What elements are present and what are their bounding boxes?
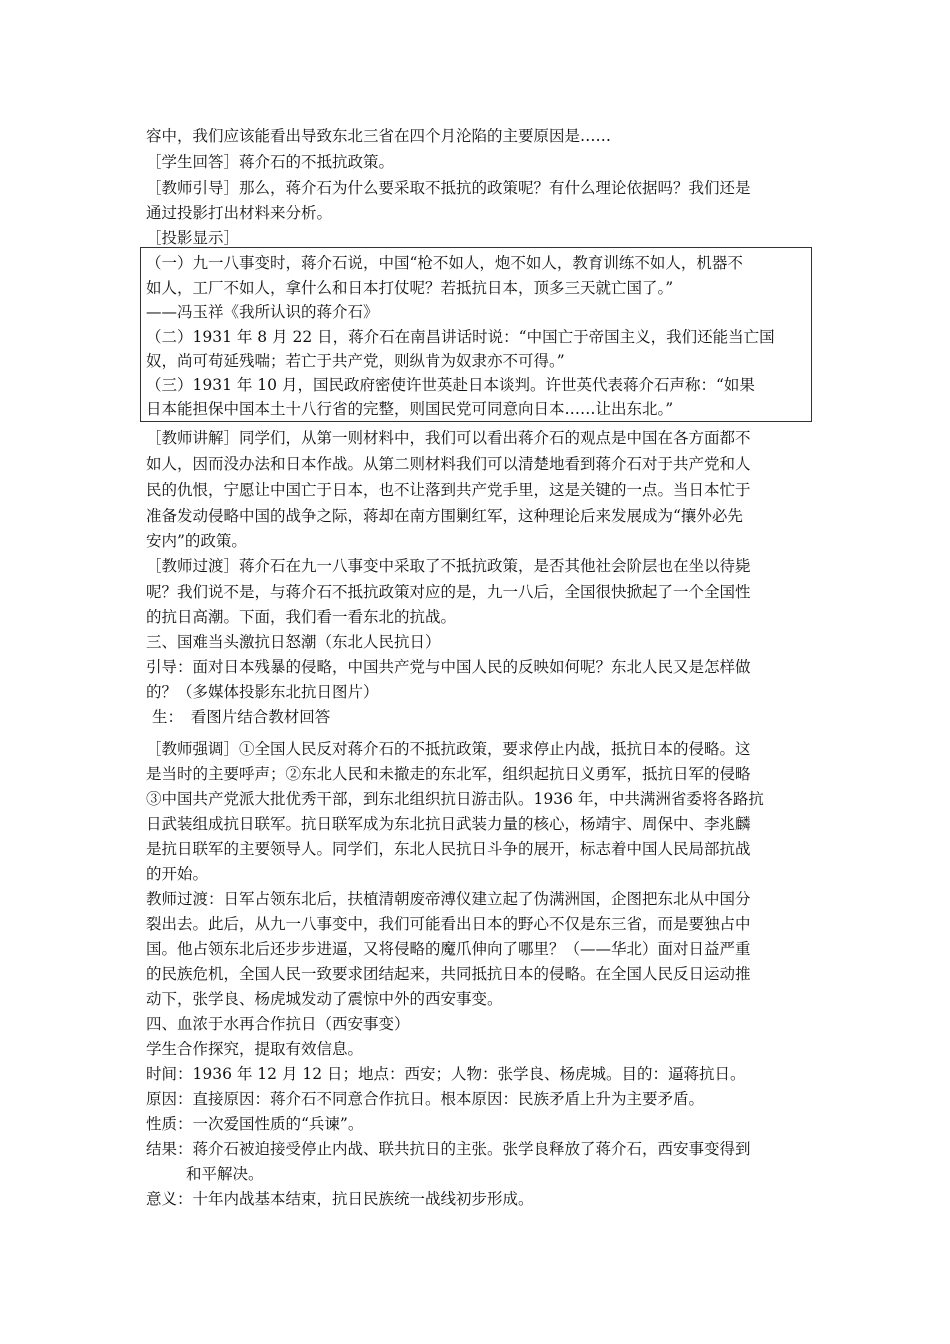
teacher-transition: ［教师过渡］蒋介石在九一八事变中采取了不抵抗政策，是否其他社会阶层也在坐以待毙 xyxy=(146,557,751,575)
text-line: 动下，张学良、杨虎城发动了震惊中外的西安事变。 xyxy=(146,990,503,1008)
teacher-guidance: ［教师引导］那么，蒋介石为什么要采取不抵抗的政策呢？有什么理论依据吗？我们还是 xyxy=(146,179,751,197)
text-line: 通过投影打出材料来分析。 xyxy=(146,204,333,222)
student-line: 生： 看图片结合教材回答 xyxy=(152,708,331,726)
quote-3-line: 日本能担保中国本土十八行省的完整，则国民党可同意向日本……让出东北。” xyxy=(146,400,674,418)
info-cause: 原因：直接原因：蒋介石不同意合作抗日。根本原因：民族矛盾上升为主要矛盾。 xyxy=(146,1090,705,1108)
info-result: 结果：蒋介石被迫接受停止内战、联共抗日的主张。张学良释放了蒋介石，西安事变得到 xyxy=(146,1140,751,1158)
projection-heading: ［投影显示］ xyxy=(146,229,240,247)
text-line: 的抗日高潮。下面，我们看一看东北的抗战。 xyxy=(146,608,457,626)
teacher-explanation: ［教师讲解］同学们，从第一则材料中，我们可以看出蒋介石的观点是中国在各方面都不 xyxy=(146,429,751,447)
text-line: 裂出去。此后，从九一八事变中，我们可能看出日本的野心不仅是东三省，而是要独占中 xyxy=(146,915,751,933)
section-heading-3: 三、国难当头激抗日怒潮（东北人民抗日） xyxy=(146,633,441,651)
quote-2-line: （二）1931 年 8 月 22 日，蒋介石在南昌讲话时说：“中国亡于帝国主义，我们还能当亡国 xyxy=(146,328,775,346)
quote-3-line: （三）1931 年 10 月，国民政府密使许世英赴日本谈判。许世英代表蒋介石声称：“如果 xyxy=(146,376,755,394)
info-significance: 意义：十年内战基本结束，抗日民族统一战线初步形成。 xyxy=(146,1190,534,1208)
text-line: 容中，我们应该能看出导致东北三省在四个月沦陷的主要原因是…… xyxy=(146,127,612,145)
quote-1-line: （一）九一八事变时，蒋介石说，中国“枪不如人，炮不如人，教育训练不如人，机器不 xyxy=(146,254,743,272)
text-line: 的民族危机，全国人民一致要求团结起来，共同抵抗日本的侵略。在全国人民反日运动推 xyxy=(146,965,751,983)
quote-1-line: 如人，工厂不如人，拿什么和日本打仗呢？若抵抗日本，顶多三天就亡国了。” xyxy=(146,279,674,297)
text-line: 呢？我们说不是，与蒋介石不抵抗政策对应的是，九一八后，全国很快掀起了一个全国性 xyxy=(146,583,751,601)
text-line: 日武装组成抗日联军。抗日联军成为东北抗日武装力量的核心，杨靖宇、周保中、李兆麟 xyxy=(146,815,751,833)
section-heading-4: 四、血浓于水再合作抗日（西安事变） xyxy=(146,1015,410,1033)
text-line: 和平解决。 xyxy=(186,1165,264,1183)
text-line: 国。他占领东北后还步步进逼，又将侵略的魔爪伸向了哪里？（——华北）面对日益严重 xyxy=(146,940,751,958)
text-line: 安内”的政策。 xyxy=(146,532,247,550)
text-line: 是抗日联军的主要领导人。同学们，东北人民抗日斗争的展开，标志着中国人民局部抗战 xyxy=(146,840,751,858)
student-answer: ［学生回答］蒋介石的不抵抗政策。 xyxy=(146,153,395,171)
teacher-emphasis: ［教师强调］①全国人民反对蒋介石的不抵抗政策，要求停止内战，抵抗日本的侵略。这 xyxy=(146,740,751,758)
text-line: ③中国共产党派大批优秀干部，到东北组织抗日游击队。1936 年，中共满洲省委将各路抗 xyxy=(146,790,764,808)
quote-2-line: 奴，尚可苟延残喘；若亡于共产党，则纵肯为奴隶亦不可得。” xyxy=(146,352,565,370)
info-nature: 性质：一次爱国性质的“兵谏”。 xyxy=(146,1115,364,1133)
info-time: 时间：1936 年 12 月 12 日；地点：西安；人物：张学良、杨虎城。目的：逼蒋抗日。 xyxy=(146,1065,746,1083)
text-line: 是当时的主要呼声；②东北人民和未撤走的东北军，组织起抗日义勇军，抵抗日军的侵略 xyxy=(146,765,751,783)
text-line: 民的仇恨，宁愿让中国亡于日本，也不让落到共产党手里，这是关键的一点。当日本忙于 xyxy=(146,481,751,499)
guidance-line: 引导：面对日本残暴的侵略，中国共产党与中国人民的反映如何呢？东北人民又是怎样做 xyxy=(146,658,751,676)
text-line: 的？（多媒体投影东北抗日图片） xyxy=(146,683,379,701)
text-line: 的开始。 xyxy=(146,865,209,883)
teacher-transition-2: 教师过渡：日军占领东北后，扶植清朝废帝溥仪建立起了伪满洲国，企图把东北从中国分 xyxy=(146,890,751,908)
text-line: 准备发动侵略中国的战争之际，蒋却在南方围剿红军，这种理论后来发展成为“攘外必先 xyxy=(146,507,743,525)
text-line: 学生合作探究，提取有效信息。 xyxy=(146,1040,364,1058)
quote-source: ——冯玉祥《我所认识的蒋介石》 xyxy=(146,303,379,321)
text-line: 如人，因而没办法和日本作战。从第二则材料我们可以清楚地看到蒋介石对于共产党和人 xyxy=(146,455,751,473)
